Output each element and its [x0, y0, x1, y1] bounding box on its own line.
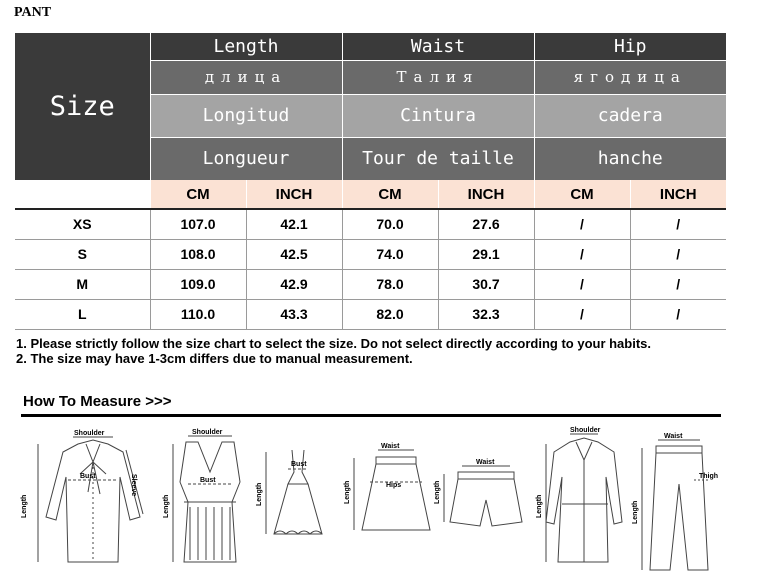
size-cell: XS: [15, 209, 150, 239]
value-cell: /: [534, 209, 630, 239]
coat-figure: [536, 427, 622, 562]
length-label: Length: [163, 494, 170, 518]
value-cell: 82.0: [342, 299, 438, 329]
value-cell: 109.0: [150, 269, 246, 299]
size-cell: S: [15, 239, 150, 269]
header-hip-ru: ягодица: [534, 60, 726, 94]
unit-header: INCH: [630, 180, 726, 209]
value-cell: 32.3: [438, 299, 534, 329]
size-notes: [16, 336, 736, 366]
hips-label: Hips: [386, 482, 402, 489]
header-waist-ru: Талия: [342, 60, 534, 94]
waist-label: Waist: [476, 459, 495, 466]
waist-label: Waist: [381, 443, 400, 450]
unit-header: INCH: [438, 180, 534, 209]
blouse-figure: [21, 430, 143, 562]
note-2: 2. The size may have 1-3cm differs due to manual measurement.: [16, 351, 413, 366]
header-hip-fr: hanche: [534, 137, 726, 180]
skirt-figure: [344, 443, 430, 530]
header-length-fr: Longueur: [150, 137, 342, 180]
value-cell: 42.5: [246, 239, 342, 269]
length-label: Length: [344, 480, 351, 504]
header-hip-es: cadera: [534, 94, 726, 137]
table-row: [15, 239, 726, 269]
unit-blank-cell: [15, 180, 150, 209]
value-cell: /: [630, 239, 726, 269]
unit-header: CM: [534, 180, 630, 209]
value-cell: 27.6: [438, 209, 534, 239]
value-cell: 108.0: [150, 239, 246, 269]
measurement-illustrations: [18, 422, 728, 577]
tank-top-figure: [163, 429, 240, 562]
value-cell: /: [534, 299, 630, 329]
value-cell: /: [534, 239, 630, 269]
header-length-es: Longitud: [150, 94, 342, 137]
page-title: PANT: [14, 5, 52, 20]
value-cell: 42.9: [246, 269, 342, 299]
table-row: [15, 269, 726, 299]
header-length-ru: длица: [150, 60, 342, 94]
value-cell: 29.1: [438, 239, 534, 269]
header-waist-fr: Tour de taille: [342, 137, 534, 180]
bust-label: Bust: [200, 477, 216, 484]
thigh-label: Thigh: [699, 473, 719, 480]
bust-label: Bust: [80, 473, 96, 480]
sleeve-label: Sleeve: [130, 474, 137, 497]
size-cell: M: [15, 269, 150, 299]
value-cell: /: [630, 269, 726, 299]
waist-label: Waist: [664, 433, 683, 440]
value-cell: 110.0: [150, 299, 246, 329]
shoulder-label: Shoulder: [74, 430, 105, 437]
length-label: Length: [434, 480, 441, 504]
value-cell: 74.0: [342, 239, 438, 269]
note-1: 1. Please strictly follow the size chart to select the size. Do not select directly according to your habits.: [16, 336, 652, 351]
header-length-en: Length: [150, 33, 342, 60]
value-cell: /: [534, 269, 630, 299]
value-cell: /: [630, 209, 726, 239]
dress-figure: [256, 450, 322, 534]
unit-header: CM: [342, 180, 438, 209]
header-waist-en: Waist: [342, 33, 534, 60]
shoulder-label: Shoulder: [570, 427, 601, 434]
length-label: Length: [21, 494, 28, 518]
value-cell: 30.7: [438, 269, 534, 299]
size-header: Size: [15, 33, 150, 180]
value-cell: /: [630, 299, 726, 329]
bust-label: Bust: [291, 461, 307, 468]
value-cell: 42.1: [246, 209, 342, 239]
value-cell: 70.0: [342, 209, 438, 239]
how-to-measure-heading: How To Measure >>>: [23, 393, 172, 410]
value-cell: 107.0: [150, 209, 246, 239]
shorts-figure: [434, 459, 522, 526]
trousers-figure: [632, 433, 718, 570]
value-cell: 43.3: [246, 299, 342, 329]
shoulder-label: Shoulder: [192, 429, 223, 436]
length-label: Length: [256, 482, 263, 506]
unit-header: INCH: [246, 180, 342, 209]
unit-header: CM: [150, 180, 246, 209]
table-row: [15, 209, 726, 239]
length-label: Length: [536, 494, 543, 518]
divider: [21, 414, 721, 417]
header-hip-en: Hip: [534, 33, 726, 60]
length-label: Length: [632, 500, 639, 524]
size-cell: L: [15, 299, 150, 329]
table-row: [15, 299, 726, 329]
size-chart-table: [15, 33, 726, 330]
header-waist-es: Cintura: [342, 94, 534, 137]
value-cell: 78.0: [342, 269, 438, 299]
